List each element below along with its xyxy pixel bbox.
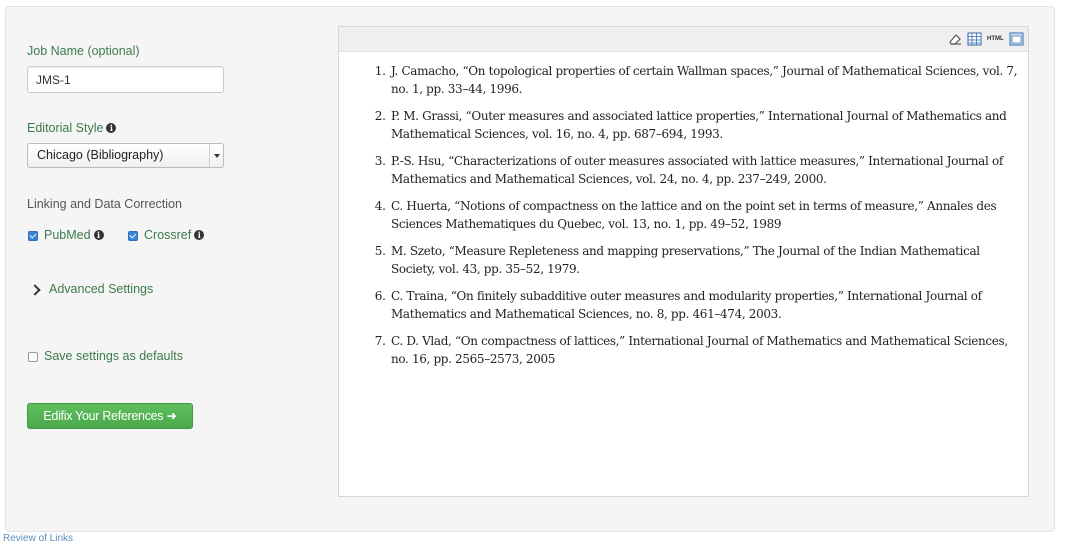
crossref-label: Crossref — [144, 228, 192, 242]
references-list — [339, 62, 1021, 377]
chevron-down-icon — [209, 144, 223, 167]
job-name-label: Job Name (optional) — [27, 44, 140, 58]
editorial-style-select[interactable] — [27, 143, 224, 168]
save-defaults-label: Save settings as defaults — [44, 349, 183, 363]
reference-item: 1. J. Camacho, “On topological properties of certain Wallman spaces,” Journal of Mathematical Sciences, vol. 7, no. 1, pp. 33–44, 1996. — [389, 62, 1021, 98]
reference-item: 4. C. Huerta, “Notions of compactness on the lattice and on the point set in terms of measure,” Annales des Sciences Mathematiques du Quebec, vol. 13, no. 1, pp. 49–52, 1989 — [389, 197, 1021, 233]
editorial-style-value: Chicago (Bibliography) — [37, 148, 164, 162]
reference-item: 7. C. D. Vlad, “On compactness of lattices,” International Journal of Mathematics and Mathematical Sciences, no. 16, pp. 2565–2573, 2005 — [389, 332, 1021, 368]
reference-item: 5. M. Szeto, “Measure Repleteness and mapping preservations,” The Journal of the Indian Mathematical Society, vol. 43, pp. 35–52, 1979. — [389, 242, 1021, 278]
window-icon[interactable] — [1009, 32, 1024, 46]
reference-item: 2. P. M. Grassi, “Outer measures and associated lattice properties,” International Journal of Mathematics and Mathematical Sciences, vol. 16, no. 4, pp. 687–694, 1993. — [389, 107, 1021, 143]
info-icon[interactable]: i — [106, 123, 116, 133]
edifix-submit-button[interactable]: Edifix Your References ➜ — [27, 403, 193, 429]
linking-label: Linking and Data Correction — [27, 197, 182, 211]
eraser-icon[interactable] — [948, 32, 962, 46]
html-icon[interactable]: HTML — [987, 36, 1004, 42]
save-defaults-checkbox[interactable] — [28, 352, 38, 362]
review-links-link[interactable]: Review of Links — [3, 533, 74, 544]
editorial-style-text: Editorial Style — [27, 121, 104, 135]
pubmed-checkbox[interactable] — [28, 231, 38, 241]
info-icon[interactable]: i — [194, 230, 204, 240]
table-icon[interactable] — [967, 32, 982, 46]
reference-item: 3. P.-S. Hsu, “Characterizations of outer measures associated with lattice measures,” International Journal of Mathematics and Mathematical Sciences, vol. 24, no. 4, pp. 237–249, 2000. — [389, 152, 1021, 188]
info-icon[interactable]: i — [94, 230, 104, 240]
crossref-checkbox[interactable] — [128, 231, 138, 241]
editorial-style-label — [27, 121, 116, 135]
pubmed-label: PubMed — [44, 228, 91, 242]
advanced-settings-toggle[interactable]: Advanced Settings — [49, 282, 154, 296]
crossref-label-wrap — [144, 228, 204, 242]
reference-item: 6. C. Traina, “On finitely subadditive outer measures and modularity properties,” International Journal of Mathematics and Mathematical Sciences, no. 8, pp. 461–474, 2003. — [389, 287, 1021, 323]
references-panel — [338, 26, 1029, 497]
pubmed-label-wrap — [44, 228, 104, 242]
job-name-input[interactable] — [27, 66, 224, 93]
references-toolbar — [339, 27, 1028, 52]
